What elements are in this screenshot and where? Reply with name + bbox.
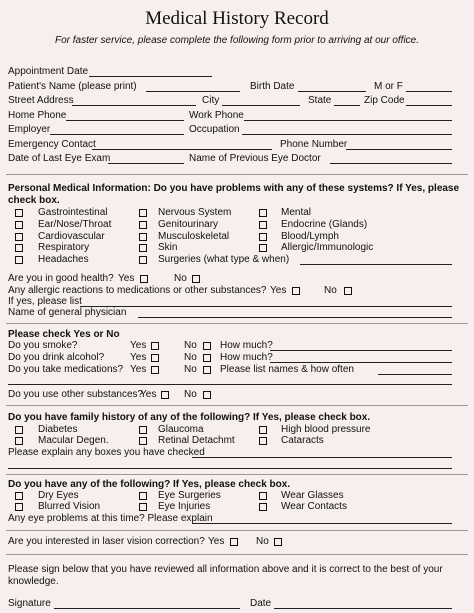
other-substances-question: Do you use other substances?: [8, 389, 144, 400]
previous-eye-doctor-label: Name of Previous Eye Doctor: [189, 153, 321, 164]
yes-label: Yes: [140, 389, 157, 400]
city-label: City: [202, 95, 220, 106]
allergic-no-checkbox[interactable]: [344, 287, 352, 295]
occupation-label: Occupation: [189, 124, 240, 135]
allergic-yes-checkbox[interactable]: [292, 287, 300, 295]
smoke-question: Do you smoke?: [8, 340, 78, 351]
condition-label: Headaches: [38, 254, 89, 265]
condition-label: Blood/Lymph: [281, 231, 339, 242]
allergy-list-field[interactable]: [80, 306, 452, 307]
condition-label: Cardiovascular: [38, 231, 105, 242]
blurred-vision-checkbox[interactable]: [15, 503, 23, 511]
sex-field[interactable]: [406, 91, 452, 92]
personal-medical-heading: Personal Medical Information: Do you have problems with any of these systems? If Yes, please: [8, 183, 460, 194]
condition-label: Eye Injuries: [158, 501, 211, 512]
employer-label: Employer: [8, 124, 51, 135]
divider: [6, 174, 468, 175]
divider: [6, 405, 468, 406]
substances-no-checkbox[interactable]: [203, 391, 211, 399]
eye-problems-label: Any eye problems at this time? Please explain: [8, 513, 213, 524]
patient-name-label: Patient's Name (please print): [8, 81, 137, 92]
good-health-no-checkbox[interactable]: [192, 275, 200, 283]
condition-label: Surgeries (what type & when): [158, 254, 290, 265]
general-physician-field[interactable]: [138, 317, 452, 318]
divider: [6, 530, 468, 531]
alcohol-yes-checkbox[interactable]: [151, 354, 159, 362]
form-title: Medical History Record: [145, 8, 329, 29]
wear-contacts-checkbox[interactable]: [259, 503, 267, 511]
last-eye-exam-label: Date of Last Eye Exam: [8, 153, 111, 164]
condition-label: Glaucoma: [158, 424, 204, 435]
laser-question: Are you interested in laser vision correction?: [8, 536, 205, 547]
condition-label: Wear Glasses: [281, 490, 344, 501]
family-explain-field[interactable]: [192, 457, 452, 458]
yes-no-heading: Please check Yes or No: [8, 329, 120, 340]
alcohol-question: Do you drink alcohol?: [8, 352, 105, 363]
glaucoma-checkbox[interactable]: [139, 426, 147, 434]
macular-degen-checkbox[interactable]: [15, 437, 23, 445]
state-field[interactable]: [334, 105, 360, 106]
yes-label: Yes: [118, 273, 135, 284]
genitourinary-checkbox[interactable]: [139, 221, 147, 229]
medications-yes-checkbox[interactable]: [151, 366, 159, 374]
yes-label: Yes: [130, 364, 147, 375]
work-phone-label: Work Phone: [189, 110, 244, 121]
condition-label: Macular Degen.: [38, 435, 109, 446]
no-label: No: [184, 389, 197, 400]
family-history-heading: Do you have family history of any of the following? If Yes, please check box.: [8, 412, 371, 423]
ear-nose-throat-checkbox[interactable]: [15, 221, 23, 229]
condition-label: Allergic/Immunologic: [281, 242, 374, 253]
yes-label: Yes: [208, 536, 225, 547]
city-field[interactable]: [222, 105, 300, 106]
allergic-immunologic-checkbox[interactable]: [259, 244, 267, 252]
condition-label: Wear Contacts: [281, 501, 347, 512]
emergency-contact-field[interactable]: [92, 149, 272, 150]
retinal-detachment-checkbox[interactable]: [139, 437, 147, 445]
yes-label: Yes: [130, 352, 147, 363]
condition-label: Mental: [281, 207, 312, 218]
family-explain-field-cont[interactable]: [8, 468, 452, 469]
home-phone-label: Home Phone: [8, 110, 67, 121]
home-phone-field[interactable]: [66, 120, 184, 121]
no-label: No: [184, 352, 197, 363]
wear-glasses-checkbox[interactable]: [259, 492, 267, 500]
divider: [6, 323, 468, 324]
condition-label: Endocrine (Glands): [281, 219, 368, 230]
how-much-label: How much?: [220, 340, 273, 351]
musculoskeletal-checkbox[interactable]: [139, 233, 147, 241]
diabetes-checkbox[interactable]: [15, 426, 23, 434]
phone-number-field[interactable]: [346, 149, 452, 150]
blood-lymph-checkbox[interactable]: [259, 233, 267, 241]
mental-checkbox[interactable]: [259, 209, 267, 217]
last-eye-exam-field[interactable]: [108, 163, 184, 164]
nervous-system-checkbox[interactable]: [139, 209, 147, 217]
condition-label: Diabetes: [38, 424, 78, 435]
condition-label: Eye Surgeries: [158, 490, 221, 501]
eye-conditions-heading: Do you have any of the following? If Yes, please check box.: [8, 479, 291, 490]
condition-label: Musculoskeletal: [158, 231, 230, 242]
respiratory-checkbox[interactable]: [15, 244, 23, 252]
birth-date-field[interactable]: [298, 91, 366, 92]
good-health-question: Are you in good health?: [8, 273, 114, 284]
previous-eye-doctor-field[interactable]: [330, 163, 452, 164]
medications-list-field[interactable]: [378, 374, 452, 375]
yes-label: Yes: [270, 285, 287, 296]
how-much-label: How much?: [220, 352, 273, 363]
alcohol-amount-field[interactable]: [270, 362, 452, 363]
eye-problems-field[interactable]: [192, 523, 452, 524]
headaches-checkbox[interactable]: [15, 256, 23, 264]
condition-label: High blood pressure: [281, 424, 371, 435]
appointment-date-label: Appointment Date: [8, 66, 89, 77]
family-explain-label: Please explain any boxes you have checked: [8, 447, 205, 458]
if-yes-list-label: If yes, please list: [8, 296, 82, 307]
cardiovascular-checkbox[interactable]: [15, 233, 23, 241]
state-label: State: [308, 95, 332, 106]
cataracts-checkbox[interactable]: [259, 437, 267, 445]
birth-date-label: Birth Date: [250, 81, 295, 92]
endocrine-checkbox[interactable]: [259, 221, 267, 229]
eye-injuries-checkbox[interactable]: [139, 503, 147, 511]
no-label: No: [256, 536, 269, 547]
no-label: No: [174, 273, 187, 284]
condition-label: Respiratory: [38, 242, 90, 253]
signature-field[interactable]: [54, 608, 240, 609]
no-label: No: [184, 364, 197, 375]
condition-label: Dry Eyes: [38, 490, 79, 501]
laser-yes-checkbox[interactable]: [230, 538, 238, 546]
smoke-amount-field[interactable]: [270, 350, 452, 351]
condition-label: Skin: [158, 242, 178, 253]
eye-surgeries-checkbox[interactable]: [139, 492, 147, 500]
substances-yes-checkbox[interactable]: [161, 391, 169, 399]
date-field[interactable]: [274, 608, 452, 609]
condition-label: Ear/Nose/Throat: [38, 219, 112, 230]
emergency-contact-label: Emergency Contact: [8, 139, 96, 150]
skin-checkbox[interactable]: [139, 244, 147, 252]
divider: [6, 474, 468, 475]
yes-label: Yes: [130, 340, 147, 351]
medications-question: Do you take medications?: [8, 364, 124, 375]
zip-code-label: Zip Code: [364, 95, 405, 106]
street-address-field[interactable]: [72, 105, 196, 106]
list-names-label: Please list names & how often: [220, 364, 354, 375]
laser-no-checkbox[interactable]: [274, 538, 282, 546]
general-physician-label: Name of general physician: [8, 307, 127, 318]
occupation-field[interactable]: [242, 134, 452, 135]
condition-label: Gastrointestinal: [38, 207, 108, 218]
allergic-reactions-question: Any allergic reactions to medications or other substances?: [8, 285, 267, 296]
street-address-label: Street Address: [8, 95, 74, 106]
alcohol-no-checkbox[interactable]: [203, 354, 211, 362]
signature-label: Signature: [8, 598, 51, 609]
good-health-yes-checkbox[interactable]: [140, 275, 148, 283]
high-blood-pressure-checkbox[interactable]: [259, 426, 267, 434]
divider: [6, 554, 468, 555]
condition-label: Cataracts: [281, 435, 324, 446]
smoke-no-checkbox[interactable]: [203, 342, 211, 350]
surgeries-field[interactable]: [300, 264, 452, 265]
no-label: No: [184, 340, 197, 351]
sign-statement-cont: knowledge.: [8, 576, 59, 587]
condition-label: Genitourinary: [158, 219, 219, 230]
medications-no-checkbox[interactable]: [203, 366, 211, 374]
employer-field[interactable]: [50, 134, 184, 135]
no-label: No: [324, 285, 337, 296]
gastrointestinal-checkbox[interactable]: [15, 209, 23, 217]
work-phone-field[interactable]: [244, 120, 452, 121]
form-subtitle: For faster service, please complete the following form prior to arriving at our office.: [54, 35, 420, 46]
date-label: Date: [250, 598, 272, 609]
phone-number-label: Phone Number: [280, 139, 348, 150]
surgeries-checkbox[interactable]: [139, 256, 147, 264]
smoke-yes-checkbox[interactable]: [151, 342, 159, 350]
sex-label: M or F: [374, 81, 403, 92]
sign-statement: Please sign below that you have reviewed all information above and it is correct to the best of your: [8, 564, 443, 575]
medications-list-field-cont[interactable]: [8, 384, 452, 385]
condition-label: Nervous System: [158, 207, 232, 218]
patient-name-field[interactable]: [146, 91, 240, 92]
zip-code-field[interactable]: [406, 105, 452, 106]
appointment-date-field[interactable]: [89, 76, 212, 77]
condition-label: Blurred Vision: [38, 501, 101, 512]
dry-eyes-checkbox[interactable]: [15, 492, 23, 500]
condition-label: Retinal Detachmt: [158, 435, 235, 446]
personal-medical-heading-cont: check box.: [8, 195, 60, 206]
